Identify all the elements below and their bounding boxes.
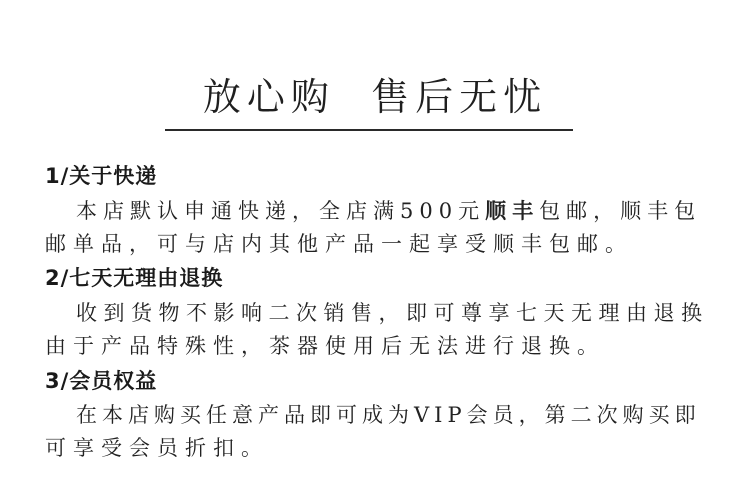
shipping-line-1-text: 本店默认申通快递，全店满500元 bbox=[76, 199, 486, 223]
returns-line-2: 由于产品特殊性，茶器使用后无法进行退换。 bbox=[45, 334, 605, 358]
section-heading-membership: 3/会员权益 bbox=[45, 369, 158, 393]
membership-line-1: 在本店购买任意产品即可成为VIP会员，第二次购买即 bbox=[76, 403, 701, 427]
section-heading-returns: 2/七天无理由退换 bbox=[45, 266, 224, 290]
section-heading-shipping: 1/关于快递 bbox=[45, 164, 158, 188]
page-title: 放心购 售后无忧 bbox=[202, 75, 548, 119]
shipping-line-2: 邮单品，可与店内其他产品一起享受顺丰包邮。 bbox=[45, 232, 633, 256]
title-divider bbox=[165, 129, 573, 131]
shipping-line-1-bold: 顺丰 bbox=[485, 198, 540, 223]
shipping-line-1-tail: 包邮，顺丰包 bbox=[539, 199, 702, 223]
shipping-line-1 bbox=[76, 196, 701, 226]
membership-line-2: 可享受会员折扣。 bbox=[45, 436, 269, 460]
returns-line-1: 收到货物不影响二次销售，即可尊享七天无理由退换 bbox=[76, 301, 709, 325]
